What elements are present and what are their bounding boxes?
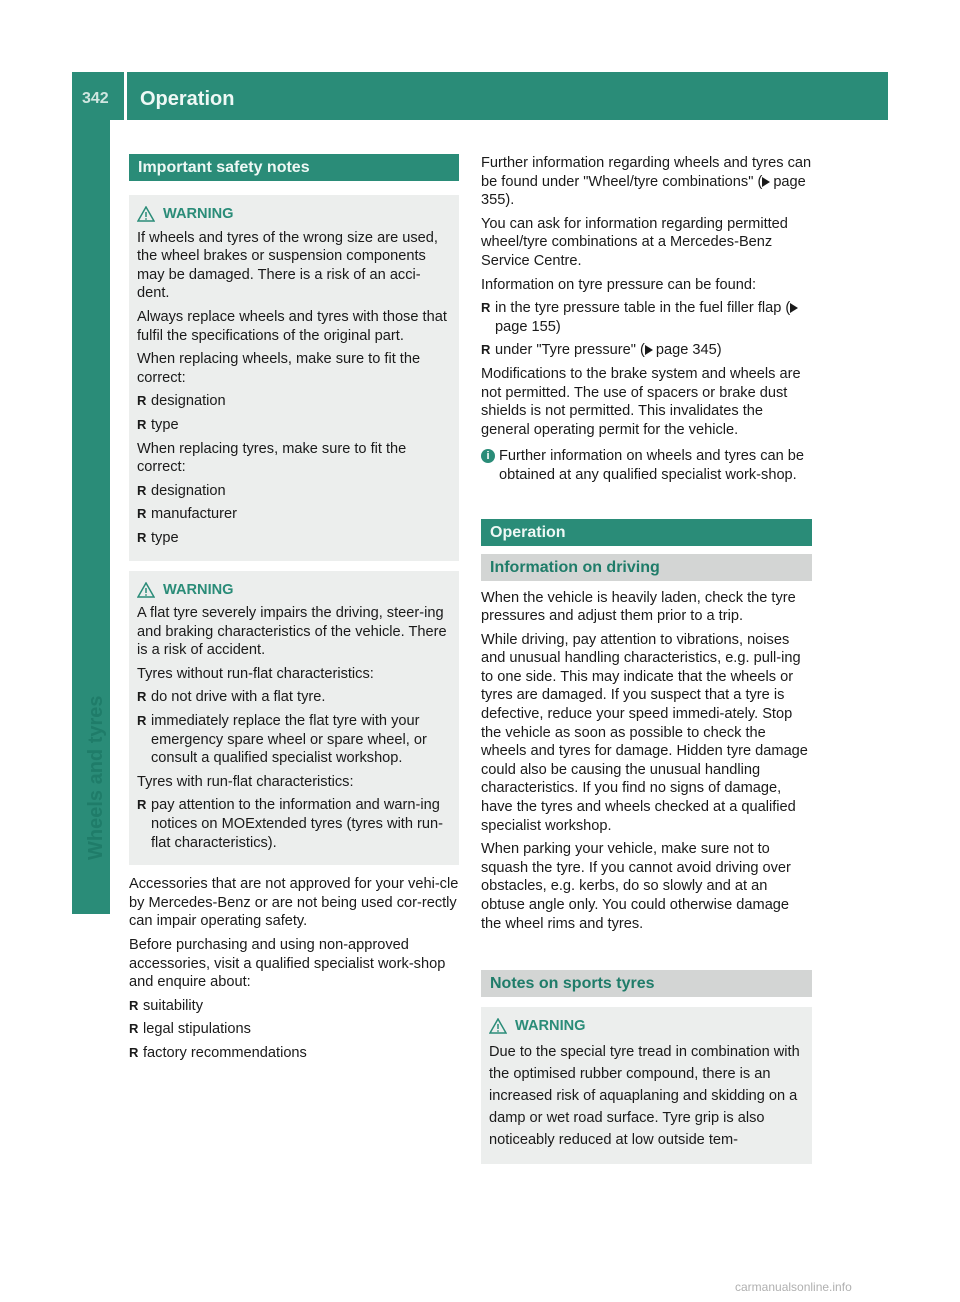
bullet-list bbox=[137, 688, 451, 767]
bullet-list bbox=[137, 392, 451, 434]
right-column bbox=[481, 154, 812, 1174]
warning-box-1 bbox=[129, 195, 459, 561]
warning-triangle-icon bbox=[137, 206, 155, 222]
paragraph: Always replace wheels and tyres with those that fulfil the specifications of the original part. bbox=[137, 308, 447, 344]
paragraph: Before purchasing and using non-approved accessories, visit a qualified specialist work-shop and enquire about: bbox=[129, 937, 446, 991]
paragraph: When parking your vehicle, make sure not to squash the tyre. If you cannot avoid driving over obstacles, e.g. kerbs, do so slowly and at an obtuse angle only. You could otherwise damage the wheel rims and tyres. bbox=[481, 841, 791, 932]
section-heading-safety: Important safety notes bbox=[129, 154, 459, 181]
paragraph: Modifications to the brake system and wheels are not permitted. The use of spacers or brake dust shields is not permitted. This invalidates the general operating permit for the vehicle. bbox=[481, 365, 801, 438]
side-tab-label: Wheels and tyres bbox=[85, 695, 107, 860]
paragraph: Tyres without run-flat characteristics: bbox=[137, 665, 374, 682]
paragraph: While driving, pay attention to vibrations, noises and unusual handling characteristics, e.g. pull-ing to one side. This may indicate that the wheels or tyres are damaged. If you suspect that a tyre is defective, reduce your speed immedi-ately. Stop the vehicle as soon as possible to check the wheels and tyres for damage. Hidden tyre damage could also be causing the unusual handling characteristics. If you find no signs of damage, have the tyres and wheels checked at a qualified specialist workshop. bbox=[481, 631, 808, 834]
info-note bbox=[481, 447, 812, 484]
watermark: carmanualsonline.info bbox=[735, 1280, 852, 1294]
section-heading-operation: Operation bbox=[481, 519, 812, 546]
paragraph: When the vehicle is heavily laden, check the tyre pressures and adjust them prior to a trip. bbox=[481, 589, 796, 625]
page-reference-link[interactable]: page 355). bbox=[481, 173, 806, 209]
paragraph: You can ask for information regarding permitted wheel/tyre combinations at a Mercedes-Benz Service Centre. bbox=[481, 215, 788, 269]
warning-title: WARNING bbox=[137, 205, 451, 224]
list-item: R legal stipulations bbox=[129, 1020, 459, 1039]
subheading-driving: Information on driving bbox=[481, 554, 812, 581]
list-item: R pay attention to the information and warn-ing notices on MOExtended tyres (tyres with run-flat characteristics). bbox=[137, 796, 451, 852]
list-item: R under "Tyre pressure" ( page 345) bbox=[481, 341, 812, 360]
warning-triangle-icon bbox=[137, 582, 155, 598]
list-item: R type bbox=[137, 416, 451, 435]
list-item: R suitability bbox=[129, 997, 459, 1016]
list-item: R in the tyre pressure table in the fuel filler flap (page 155) bbox=[481, 299, 812, 336]
paragraph: Tyres with run-flat characteristics: bbox=[137, 773, 354, 790]
bullet-list bbox=[137, 482, 451, 548]
paragraph: Information on tyre pressure can be found: bbox=[481, 276, 757, 293]
info-icon: i bbox=[481, 449, 495, 463]
left-column bbox=[129, 154, 459, 1068]
warning-triangle-icon bbox=[489, 1018, 507, 1034]
page-ref-arrow-icon bbox=[790, 303, 798, 313]
list-item: R designation bbox=[137, 392, 451, 411]
warning-box-2 bbox=[129, 571, 459, 866]
paragraph: A flat tyre severely impairs the driving, steer-ing and braking characteristics of the vehicle. There is a risk of accident. bbox=[137, 605, 447, 659]
bullet-list bbox=[481, 299, 812, 360]
warning-title: WARNING bbox=[137, 581, 451, 600]
header-divider bbox=[124, 72, 127, 120]
warning-title: WARNING bbox=[489, 1017, 804, 1036]
paragraph: Due to the special tyre tread in combination with the optimised rubber compound, there is an increased risk of aquaplaning and skidding on a damp or wet road surface. Tyre grip is also noticeably reduced at low outside tem- bbox=[489, 1043, 800, 1148]
list-item: R type bbox=[137, 529, 451, 548]
list-item: R manufacturer bbox=[137, 505, 451, 524]
list-item: R do not drive with a flat tyre. bbox=[137, 688, 451, 707]
page-number: 342 bbox=[82, 90, 109, 107]
bullet-list bbox=[129, 997, 459, 1063]
paragraph: Further information regarding wheels and tyres can be found under "Wheel/tyre combinations" ( page 355). bbox=[481, 155, 812, 209]
list-item: R immediately replace the flat tyre with your emergency spare wheel or spare wheel, or consult a qualified specialist workshop. bbox=[137, 712, 451, 768]
page-ref-arrow-icon bbox=[645, 345, 653, 355]
paragraph: Accessories that are not approved for your vehi-cle by Mercedes-Benz or are not being used cor-rectly can impair operating safety. bbox=[129, 876, 459, 930]
page-reference-link[interactable]: page 155) bbox=[495, 318, 561, 335]
bullet-list bbox=[137, 796, 451, 852]
paragraph: If wheels and tyres of the wrong size are used, the wheel brakes or suspension components may be damaged. There is a risk of an acci-dent. bbox=[137, 229, 438, 302]
list-item: R designation bbox=[137, 482, 451, 501]
paragraph: When replacing wheels, make sure to fit the correct: bbox=[137, 351, 421, 386]
page-ref-arrow-icon bbox=[762, 177, 770, 187]
info-text: Further information on wheels and tyres can be obtained at any qualified specialist work-shop. bbox=[499, 448, 805, 483]
page-title: Operation bbox=[140, 88, 235, 110]
warning-box-3 bbox=[481, 1007, 812, 1164]
subheading-sports-tyres: Notes on sports tyres bbox=[481, 970, 812, 997]
page-reference-link[interactable]: page 345) bbox=[655, 342, 722, 359]
list-item: R factory recommendations bbox=[129, 1044, 459, 1063]
paragraph: When replacing tyres, make sure to fit the correct: bbox=[137, 440, 407, 476]
